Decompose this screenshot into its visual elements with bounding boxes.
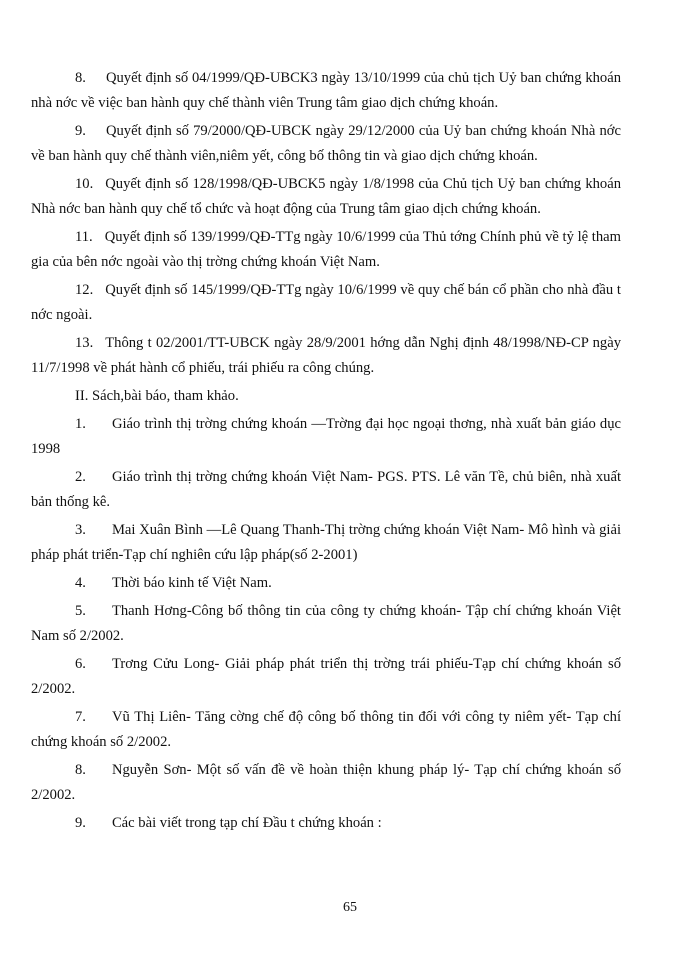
- reference-text: 11. Quyết định số 139/1999/QĐ-TTg ngày 10/6/1999 của Thủ tớng Chính phủ về tỷ lệ tham gia của bên nớc ngoài vào thị trờng chứng khoán Việt Nam.: [31, 229, 621, 270]
- reference-text: 10. Quyết định số 128/1998/QĐ-UBCK5 ngày 1/8/1998 của Chủ tịch Uỷ ban chứng khoán Nhà nớc ban hành quy chế tổ chức và hoạt động của Trung tâm giao dịch chứng khoán.: [31, 176, 621, 217]
- reference-text: 13. Thông t 02/2001/TT-UBCK ngày 28/9/2001 hớng dẫn Nghị định 48/1998/NĐ-CP ngày 11/7/1998 về phát hành cổ phiếu, trái phiếu ra công chúng.: [31, 335, 621, 376]
- reference-text: 4. Thời báo kinh tế Việt Nam.: [75, 575, 272, 591]
- reference-item: [31, 705, 621, 755]
- reference-item: [31, 172, 621, 222]
- reference-item: [31, 518, 621, 568]
- reference-item: [31, 412, 621, 462]
- reference-text: 8. Nguyễn Sơn- Một số vấn đề về hoàn thiện khung pháp lý- Tạp chí chứng khoán số 2/2002.: [31, 762, 621, 803]
- reference-item: [31, 465, 621, 515]
- reference-number: 2.: [75, 469, 86, 485]
- reference-number: 4.: [75, 575, 86, 591]
- reference-item: [31, 225, 621, 275]
- reference-item: [31, 331, 621, 381]
- reference-list: [31, 66, 621, 839]
- reference-text: 9. Các bài viết trong tạp chí Đầu t chứng khoán :: [75, 815, 382, 831]
- reference-number: 8.: [75, 70, 86, 86]
- reference-number: 10.: [75, 176, 94, 192]
- reference-item: [31, 119, 621, 169]
- section-heading: II. Sách,bài báo, tham khảo.: [75, 388, 239, 404]
- reference-number: 11.: [75, 229, 93, 245]
- reference-number: 9.: [75, 123, 86, 139]
- reference-number: 3.: [75, 522, 86, 538]
- reference-item: [31, 652, 621, 702]
- reference-number: 6.: [75, 656, 86, 672]
- reference-number: 5.: [75, 603, 86, 619]
- reference-text: 5. Thanh Hơng-Công bố thông tin của công ty chứng khoán- Tập chí chứng khoán Việt Nam số 2/2002.: [31, 603, 621, 644]
- reference-number: 8.: [75, 762, 86, 778]
- reference-number: 9.: [75, 815, 86, 831]
- reference-text: 8. Quyết định số 04/1999/QĐ-UBCK3 ngày 13/10/1999 của chủ tịch Uỷ ban chứng khoán nhà nớc về việc ban hành quy chế thành viên Trung tâm giao dịch chứng khoán.: [31, 70, 621, 111]
- reference-item: [31, 278, 621, 328]
- reference-item: [31, 571, 621, 596]
- reference-number: 7.: [75, 709, 86, 725]
- reference-number: 12.: [75, 282, 94, 298]
- reference-text: 1. Giáo trình thị trờng chứng khoán —Trờng đại học ngoại thơng, nhà xuất bản giáo dục 1998: [31, 416, 621, 457]
- reference-number: 1.: [75, 416, 86, 432]
- reference-item: [31, 811, 621, 836]
- reference-text: 2. Giáo trình thị trờng chứng khoán Việt Nam- PGS. PTS. Lê văn Tề, chủ biên, nhà xuất bản thống kê.: [31, 469, 621, 510]
- reference-number: 13.: [75, 335, 94, 351]
- page-number: 65: [343, 900, 357, 915]
- reference-text: 12. Quyết định số 145/1999/QĐ-TTg ngày 10/6/1999 về quy chế bán cổ phần cho nhà đầu t nớc ngoài.: [31, 282, 621, 323]
- reference-item: [31, 599, 621, 649]
- reference-text: 3. Mai Xuân Bình —Lê Quang Thanh-Thị trờng chứng khoán Việt Nam- Mô hình và giải pháp phát triển-Tạp chí nghiên cứu lập pháp(số 2-2001): [31, 522, 621, 563]
- reference-text: 6. Trơng Cửu Long- Giải pháp phát triển thị trờng trái phiếu-Tạp chí chứng khoán số 2/2002.: [31, 656, 621, 697]
- reference-item: [31, 66, 621, 116]
- reference-item: [31, 758, 621, 808]
- reference-text: 7. Vũ Thị Liên- Tăng cờng chế độ công bố thông tin đối với công ty niêm yết- Tạp chí chứng khoán số 2/2002.: [31, 709, 621, 750]
- reference-text: 9. Quyết định số 79/2000/QĐ-UBCK ngày 29/12/2000 của Uỷ ban chứng khoán Nhà nớc về ban hành quy chế thành viên,niêm yết, công bố thông tin và giao dịch chứng khoán.: [31, 123, 621, 164]
